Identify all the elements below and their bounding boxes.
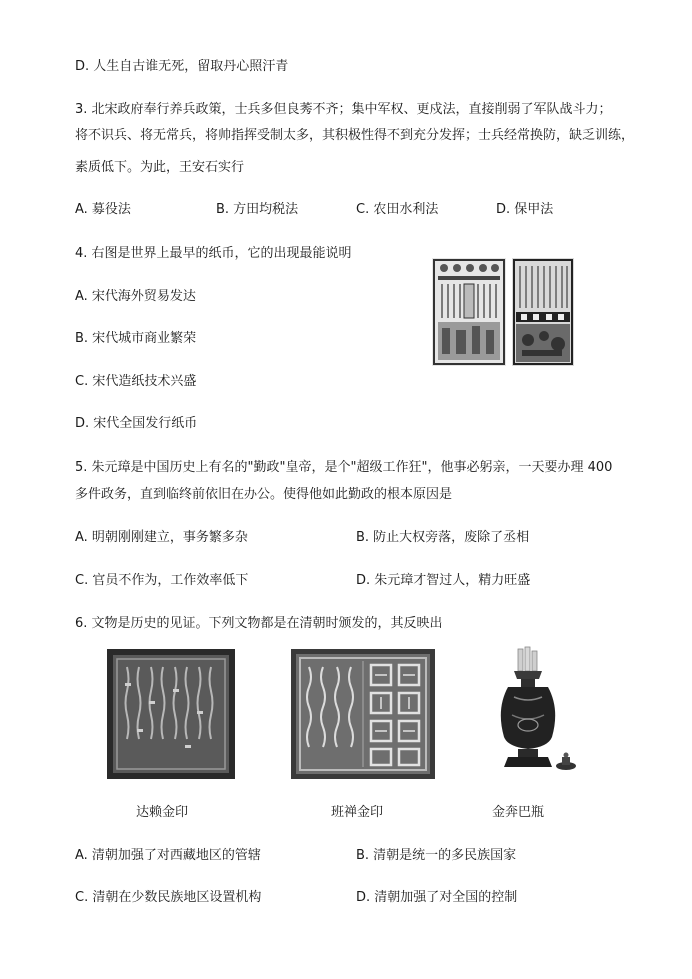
q2-option-d: D. 人生自古谁无死，留取丹心照汗青 xyxy=(75,59,289,74)
golden-urn-image xyxy=(488,645,584,779)
q5-option-d: D. 朱元璋才智过人，精力旺盛 xyxy=(356,573,531,588)
q6-option-a: A. 清朝加强了对西藏地区的管辖 xyxy=(75,848,261,863)
q3-stem-line-3: 素质低下。为此，王安石实行 xyxy=(75,160,245,175)
caption-golden-urn: 金奔巴瓶 xyxy=(491,805,544,820)
q6-option-d: D. 清朝加强了对全国的控制 xyxy=(356,890,518,905)
q5-stem-line-2: 多件政务，直到临终前依旧在办公。使得他如此勤政的根本原因是 xyxy=(75,487,453,502)
q4-option-d: D. 宋代全国发行纸币 xyxy=(75,416,198,431)
q4-option-c: C. 宋代造纸技术兴盛 xyxy=(75,374,197,389)
q6-option-c: C. 清朝在少数民族地区设置机构 xyxy=(75,890,262,905)
q3-option-d: D. 保甲法 xyxy=(496,202,554,217)
q5-stem-line-1: 5. 朱元璋是中国历史上有名的"勤政"皇帝，是个"超级工作狂"，他事必躬亲，一天要办理 400 xyxy=(75,460,613,475)
q5-option-c: C. 官员不作为，工作效率低下 xyxy=(75,573,249,588)
q6-stem: 6. 文物是历史的见证。下列文物都是在清朝时颁发的，其反映出 xyxy=(75,616,443,631)
jiaozi-banknote-image-left xyxy=(432,258,506,366)
q6-option-b: B. 清朝是统一的多民族国家 xyxy=(356,848,517,863)
q3-stem-line-2: 将不识兵、将无常兵，将帅指挥受制太多，其积极性得不到充分发挥；士兵经常换防，缺乏训练， xyxy=(75,128,635,143)
q5-option-b: B. 防止大权旁落，废除了丞相 xyxy=(356,530,530,545)
panchen-gold-seal-image xyxy=(291,649,435,779)
q5-option-a: A. 明朝刚刚建立，事务繁多杂 xyxy=(75,530,248,545)
q3-option-a: A. 募役法 xyxy=(75,202,131,217)
dalai-gold-seal-image xyxy=(107,649,235,779)
q4-stem: 4. 右图是世界上最早的纸币，它的出现最能说明 xyxy=(75,246,352,261)
caption-dalai-gold-seal: 达赖金印 xyxy=(135,805,188,820)
jiaozi-banknote-image-right xyxy=(512,258,574,366)
q3-option-c: C. 农田水利法 xyxy=(356,202,439,217)
q4-option-b: B. 宋代城市商业繁荣 xyxy=(75,331,197,346)
q3-option-b: B. 方田均税法 xyxy=(216,202,299,217)
q4-option-a: A. 宋代海外贸易发达 xyxy=(75,289,196,304)
caption-panchen-gold-seal: 班禅金印 xyxy=(330,805,383,820)
q3-stem-line-1: 3. 北宋政府奉行养兵政策，士兵多但良莠不齐；集中军权、更戍法，直接削弱了军队战斗力； xyxy=(75,102,612,117)
